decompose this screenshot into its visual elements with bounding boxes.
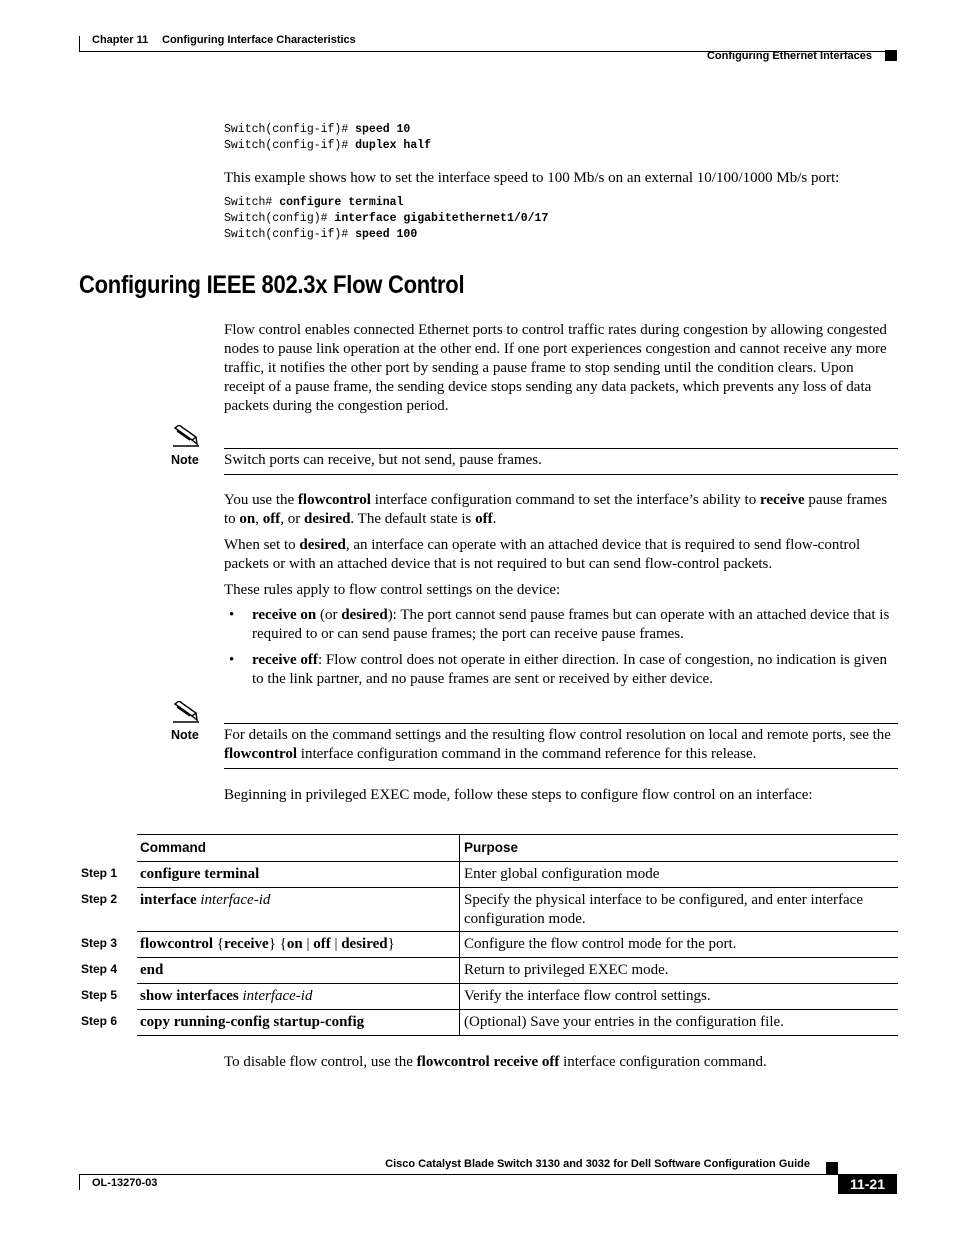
section-header: Configuring Ethernet Interfaces <box>706 50 872 62</box>
note-rule-top <box>224 448 898 449</box>
list-item: • receive off: Flow control does not operate in either direction. In case of congestion, no indication is given to the link partner, and no pause frames are sent or received by either device. <box>229 652 887 687</box>
purpose-cell: Configure the flow control mode for the port. <box>464 936 737 952</box>
code-line: Switch(config-if)# duplex half <box>224 139 432 152</box>
command-cell: show interfaces interface-id <box>137 984 460 1009</box>
desired-paragraph: When set to desired, an interface can operate with an attached device that is required to send flow-control packets or with an attached device that is not required to but can send flow-control packets. <box>224 537 861 572</box>
pencil-note-icon <box>172 701 200 723</box>
bullet-icon: • <box>229 607 235 623</box>
command-cell: flowcontrol {receive} {on | off | desired} <box>137 932 460 957</box>
disable-paragraph: To disable flow control, use the flowcontrol receive off interface configuration command. <box>224 1054 767 1070</box>
purpose-cell: Specify the physical interface to be configured, and enter interface configuration mode. <box>464 892 863 927</box>
intro-paragraph: Flow control enables connected Ethernet ports to control traffic rates during congestion by allowing congested nodes to pause link operation at the other end. If one port experiences congestion and cannot receive any more traffic, it notifies the other port by sending a pause frame to stop sending until the condition clears. Upon receipt of a pause frame, the sending device stops sending any data packets, which prevents any loss of data packets during the congestion period. <box>224 322 887 414</box>
step-label: Step 2 <box>81 892 118 906</box>
step-label: Step 5 <box>81 988 118 1002</box>
command-cell: copy running-config startup-config <box>137 1010 460 1035</box>
note-rule-bottom <box>224 768 898 769</box>
column-header-purpose: Purpose <box>464 840 519 855</box>
table-header-row <box>137 834 898 862</box>
step-label: Step 6 <box>81 1014 118 1028</box>
footer-rule-vertical <box>79 1174 80 1190</box>
header-rule-vertical <box>79 36 80 52</box>
chapter-label: Chapter 11 <box>92 34 149 46</box>
steps-intro: Beginning in privileged EXEC mode, follow these steps to configure flow control on an interface: <box>224 787 813 803</box>
steps-table <box>81 834 898 1036</box>
column-header-command: Command <box>137 835 460 861</box>
rules-list <box>224 606 898 696</box>
purpose-cell: Verify the interface flow control settings. <box>464 988 711 1004</box>
footer-rule <box>79 1174 897 1175</box>
header-marker <box>885 50 897 61</box>
code-line: Switch(config-if)# speed 100 <box>224 228 418 241</box>
table-row <box>81 1010 898 1036</box>
code-line: Switch(config-if)# speed 10 <box>224 123 411 136</box>
step-label: Step 3 <box>81 936 118 950</box>
footer-marker <box>826 1162 838 1174</box>
table-row <box>81 984 898 1010</box>
code-line: Switch# configure terminal <box>224 196 404 209</box>
table-row <box>81 862 898 888</box>
flowcontrol-paragraph: You use the flowcontrol interface configuration command to set the interface’s ability to receive pause frames to on, off, or desired. The default state is off. <box>224 492 888 527</box>
section-title: Configuring IEEE 802.3x Flow Control <box>79 271 465 299</box>
note-text-2: For details on the command settings and the resulting flow control resolution on local and remote ports, see the flowcontrol interface configuration command in the command reference for this release. <box>224 727 891 762</box>
note-text-1: Switch ports can receive, but not send, pause frames. <box>224 452 542 468</box>
command-cell: interface interface-id <box>137 888 460 931</box>
code-line: Switch(config)# interface gigabitethernet1/0/17 <box>224 212 549 225</box>
rules-intro: These rules apply to flow control settings on the device: <box>224 582 561 598</box>
step-label: Step 4 <box>81 962 118 976</box>
table-row <box>81 932 898 958</box>
code-block-2 <box>224 195 548 243</box>
bullet-icon: • <box>229 652 235 668</box>
purpose-cell: Return to privileged EXEC mode. <box>464 962 669 978</box>
page-number: 11-21 <box>838 1174 897 1194</box>
command-cell: configure terminal <box>137 862 460 887</box>
command-cell: end <box>137 958 460 983</box>
pencil-note-icon <box>172 425 200 447</box>
purpose-cell: (Optional) Save your entries in the configuration file. <box>464 1014 784 1030</box>
code-block-1 <box>224 122 431 154</box>
doc-number: OL-13270-03 <box>92 1177 158 1189</box>
note-rule-bottom <box>224 474 898 475</box>
purpose-cell: Enter global configuration mode <box>464 866 660 882</box>
list-item: • receive on (or desired): The port cannot send pause frames but can operate with an attached device that is required to or can send pause frames; the port can receive pause frames. <box>229 607 890 642</box>
step-label: Step 1 <box>81 866 118 880</box>
note-rule-top <box>224 723 898 724</box>
example-intro: This example shows how to set the interface speed to 100 Mb/s on an external 10/100/1000 Mb/s port: <box>224 170 840 186</box>
note-label: Note <box>171 728 199 742</box>
note-label: Note <box>171 453 199 467</box>
table-row <box>81 888 898 932</box>
guide-title: Cisco Catalyst Blade Switch 3130 and 3032 for Dell Software Configuration Guide <box>385 1158 810 1170</box>
table-row <box>81 958 898 984</box>
chapter-title: Configuring Interface Characteristics <box>162 34 356 46</box>
